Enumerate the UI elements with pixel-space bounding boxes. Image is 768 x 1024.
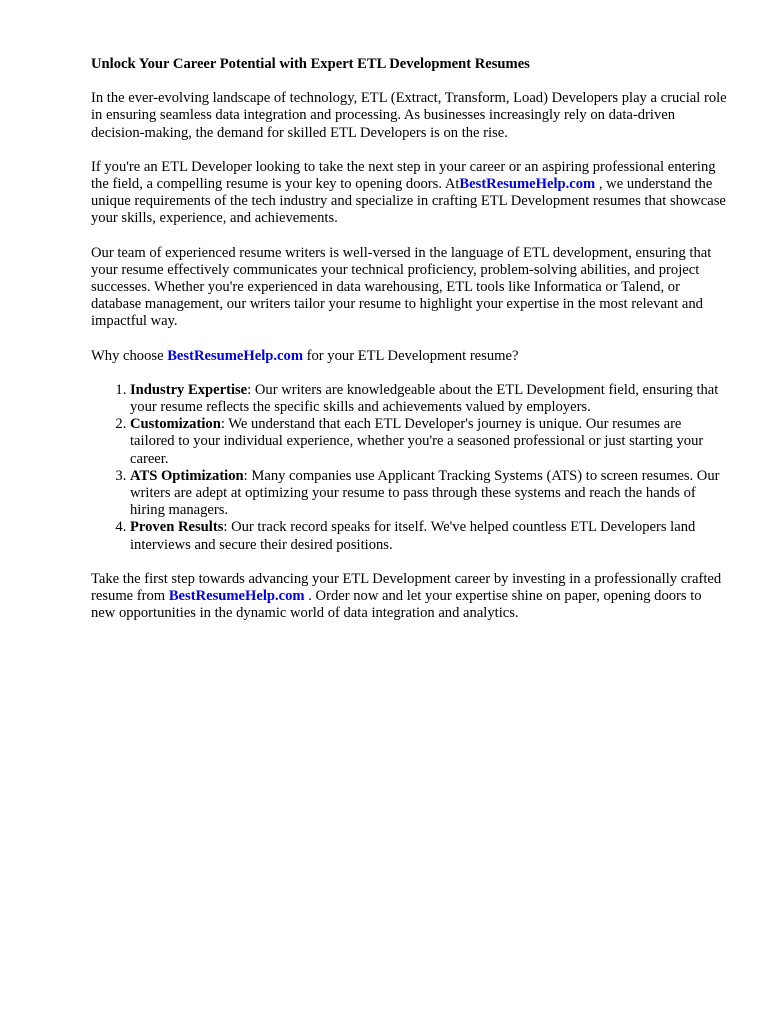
team-paragraph: Our team of experienced resume writers is well-versed in the language of ETL development, ensuring that your resume effectively communicates your technical proficiency, problem-solving abilities, and project successes. Whether you're experienced in data warehousing, ETL tools like Informatica or Talend, or database management, our writers tailor your resume to highlight your expertise in the most relevant and impactful way.: [91, 244, 712, 330]
list-item-proven-results: [130, 519, 727, 553]
closing-text-start: Take the first step towards advancing your ETL Development career by investing in a professionally crafted resume from: [91, 570, 722, 605]
why-choose-text-start: Why choose: [91, 347, 168, 364]
list-item-term: Customization: [130, 416, 221, 433]
document-title: Unlock Your Career Potential with Expert ETL Development Resumes: [91, 56, 530, 72]
list-item-customization: [130, 416, 727, 468]
closing-paragraph: [91, 571, 727, 623]
developer-paragraph-text-end: , we understand the unique requirements of the tech industry and specialize in crafting ETL Development resumes that showcase your skills, experience, and achievements.: [91, 176, 726, 227]
list-item-term: Proven Results: [130, 519, 224, 536]
bestresumehelp-link-3[interactable]: BestResumeHelp.com: [168, 588, 305, 605]
list-item-text: : Many companies use Applicant Tracking Systems (ATS) to screen resumes. Our writers are adept at optimizing your resume to pass through these systems and reach the hands of hiring managers.: [130, 467, 720, 519]
closing-text-end: . Order now and let your expertise shine on paper, opening doors to new opportunities in the dynamic world of data integration and analytics.: [91, 588, 702, 622]
document-page: [91, 56, 727, 639]
developer-paragraph-text-start: If you're an ETL Developer looking to take the next step in your career or an aspiring professional entering the field, a compelling resume is your key to opening doors. At: [91, 158, 716, 193]
bestresumehelp-link-2[interactable]: BestResumeHelp.com: [167, 347, 303, 364]
why-choose-paragraph: [91, 348, 727, 365]
list-item-text: : Our writers are knowledgeable about the ETL Development field, ensuring that your resume reflects the specific skills and achievements valued by employers.: [130, 381, 719, 416]
bestresumehelp-link-1[interactable]: BestResumeHelp.com: [459, 176, 596, 193]
list-item-term: ATS Optimization: [130, 467, 244, 484]
developer-paragraph: [91, 159, 727, 228]
list-item-text: : Our track record speaks for itself. We've helped countless ETL Developers land interviews and secure their desired positions.: [130, 519, 696, 553]
why-choose-text-end: for your ETL Development resume?: [302, 347, 519, 364]
benefits-list: [91, 382, 727, 554]
list-item-industry-expertise: [130, 382, 727, 416]
list-item-text: : We understand that each ETL Developer's journey is unique. Our resumes are tailored to your individual experience, whether you're a seasoned professional or just starting your career.: [130, 416, 704, 467]
list-item-ats-optimization: [130, 468, 727, 520]
intro-paragraph: In the ever-evolving landscape of technology, ETL (Extract, Transform, Load) Developers play a crucial role in ensuring seamless data integration and processing. As businesses increasingly rely on data-driven decision-making, the demand for skilled ETL Developers is on the rise.: [91, 90, 727, 141]
list-item-term: Industry Expertise: [130, 381, 248, 398]
